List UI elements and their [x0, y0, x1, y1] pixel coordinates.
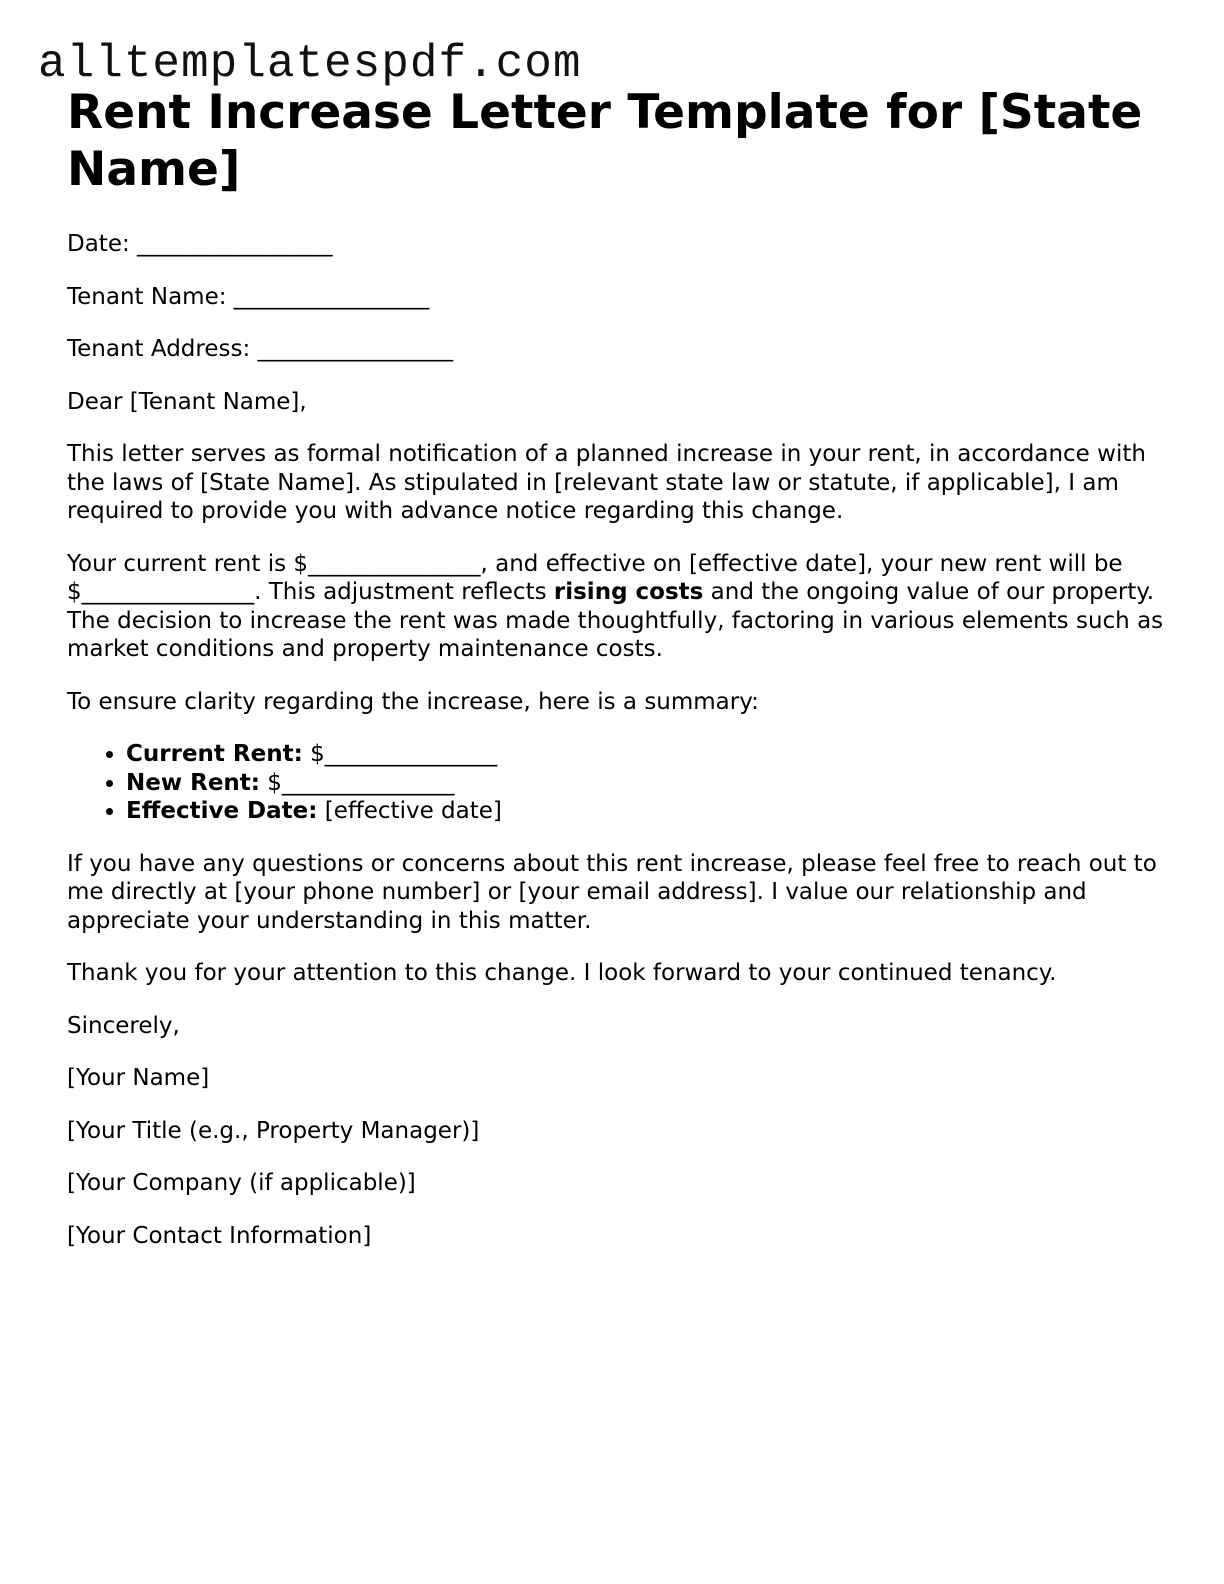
salutation: Dear [Tenant Name], — [67, 388, 307, 415]
signature-title: [Your Title (e.g., Property Manager)] — [67, 1117, 480, 1144]
summary-label: Current Rent: — [126, 741, 303, 767]
summary-value: $_______________ — [259, 769, 455, 796]
intro-paragraph: This letter serves as formal notification of a planned increase in your rent, in accordance with the laws of [State Name]. As stipulated in [relevant state law or statute, if applicable], I am required to provide you with advance notice regarding this change. — [67, 441, 1146, 524]
summary-value: $_______________ — [302, 741, 498, 767]
contact-paragraph: If you have any questions or concerns about this rent increase, please feel free to reach out to me directly at [your phone number] or [your email address]. I value our relationship and appreciate your understanding in this matter. — [67, 850, 1157, 934]
tenant-name-field: Tenant Name: _________________ — [67, 283, 430, 310]
date-field: Date: _________________ — [67, 231, 333, 257]
summary-value: [effective date] — [317, 798, 502, 824]
summary-intro: To ensure clarity regarding the increase, here is a summary: — [67, 688, 759, 715]
signature-contact: [Your Contact Information] — [67, 1222, 372, 1249]
rent-paragraph-emphasis: rising costs — [553, 579, 704, 605]
signature-name: [Your Name] — [67, 1065, 210, 1091]
summary-label: Effective Date: — [126, 798, 318, 824]
closing: Sincerely, — [67, 1012, 180, 1039]
tenant-address-field: Tenant Address: _________________ — [67, 336, 454, 362]
rent-paragraph-end: and the ongoing value of our property. The decision to increase the rent was made thoughtfully, factoring in various elements such as market conditions and property maintenance costs. — [67, 579, 1164, 662]
watermark: alltemplatespdf.com — [38, 38, 582, 90]
thanks-paragraph: Thank you for your attention to this change. I look forward to your continued tenancy. — [67, 960, 1057, 986]
page-title: Rent Increase Letter Template for [State Name] — [67, 85, 1143, 197]
rent-paragraph — [67, 550, 1167, 664]
summary-item-current-rent — [126, 740, 1167, 769]
summary-list — [67, 740, 1167, 826]
summary-item-new-rent — [126, 769, 1167, 798]
summary-label: New Rent: — [126, 769, 260, 796]
letter-document — [67, 84, 1167, 1274]
signature-company: [Your Company (if applicable)] — [67, 1170, 416, 1196]
summary-item-effective-date — [126, 797, 1167, 826]
rent-paragraph-start: Your current rent is $_______________, and effective on [effective date], your new rent will be $_______________. This adjustment reflects — [67, 550, 1123, 605]
